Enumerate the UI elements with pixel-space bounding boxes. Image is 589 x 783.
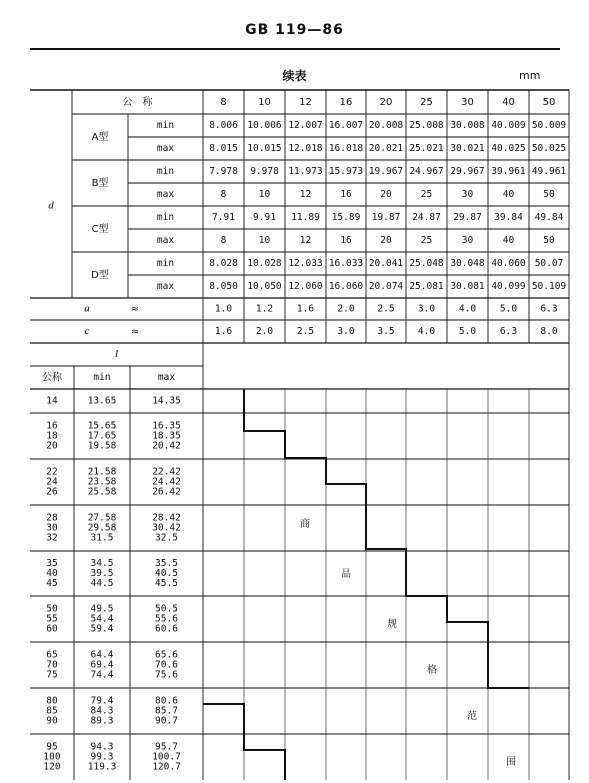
l-min: 27.58 <box>87 512 117 524</box>
min-cell: 24.87 <box>412 212 441 223</box>
l-header-cell: max <box>157 372 176 383</box>
l-nominal: 32 <box>46 532 58 544</box>
max-cell: 16 <box>340 235 352 246</box>
min-label: min <box>156 166 175 177</box>
l-nominal: 22 <box>46 466 58 478</box>
min-cell: 40.060 <box>491 258 526 269</box>
min-cell: 30.048 <box>450 258 485 269</box>
max-cell: 8 <box>220 235 227 246</box>
l-min: 119.3 <box>87 761 117 773</box>
min-cell: 49.84 <box>534 212 564 223</box>
min-cell: 12.033 <box>288 258 323 269</box>
a-row-cell: 2.5 <box>377 303 395 315</box>
l-min: 84.3 <box>90 705 114 717</box>
l-min: 74.4 <box>90 669 114 681</box>
max-cell: 12.018 <box>288 143 323 154</box>
l-min: 99.3 <box>90 751 114 763</box>
l-nominal: 30 <box>46 522 58 534</box>
max-cell: 16 <box>340 189 352 200</box>
l-max: 95.7 <box>155 741 178 753</box>
max-label: max <box>156 281 175 292</box>
range-mark: 商 <box>300 519 310 530</box>
l-symbol: l <box>114 348 119 361</box>
l-min: 15.65 <box>87 420 117 432</box>
min-cell: 11.89 <box>291 212 320 223</box>
max-cell: 25 <box>420 235 433 246</box>
max-cell: 8 <box>220 189 227 200</box>
l-max: 18.35 <box>152 430 181 442</box>
l-nominal: 28 <box>46 512 58 524</box>
a-row-cell: 1.2 <box>255 303 274 315</box>
l-max: 30.42 <box>152 522 181 534</box>
max-cell: 25 <box>420 189 433 200</box>
max-cell: 8.050 <box>209 281 238 292</box>
c-row-label: c <box>84 325 90 338</box>
l-nominal: 85 <box>46 705 58 717</box>
l-min: 19.58 <box>87 440 117 452</box>
type-label: A型 <box>91 132 109 143</box>
min-cell: 19.87 <box>371 212 401 223</box>
max-cell: 10.015 <box>247 143 282 154</box>
max-cell: 50 <box>543 235 555 246</box>
min-cell: 10.028 <box>247 258 282 269</box>
size-header: 10 <box>258 97 271 108</box>
d-symbol: d <box>48 199 54 212</box>
max-label: max <box>156 235 175 246</box>
l-min: 23.58 <box>87 476 117 488</box>
l-max: 24.42 <box>152 476 181 488</box>
max-cell: 30 <box>461 235 474 246</box>
l-max: 40.5 <box>155 568 178 579</box>
l-max: 70.6 <box>155 659 178 671</box>
size-header: 12 <box>299 97 312 108</box>
size-header: 20 <box>379 97 393 108</box>
l-nominal: 90 <box>46 715 58 727</box>
max-cell: 40 <box>502 235 515 246</box>
l-min: 79.4 <box>90 695 114 707</box>
max-cell: 30 <box>461 189 474 200</box>
l-nominal: 40 <box>46 568 58 579</box>
l-min: 94.3 <box>90 741 114 753</box>
continued-label: 续表 <box>282 69 307 83</box>
l-max: 55.6 <box>155 613 178 625</box>
max-cell: 40.025 <box>491 143 526 154</box>
max-cell: 16.018 <box>328 143 364 154</box>
l-max: 60.6 <box>155 623 178 635</box>
l-header-cell: 公称 <box>42 372 62 384</box>
size-header: 25 <box>420 97 433 108</box>
l-min: 34.5 <box>90 558 114 569</box>
c-row-cell: 3.5 <box>377 326 395 337</box>
l-max: 50.5 <box>155 603 178 615</box>
l-max: 20.42 <box>152 440 181 452</box>
max-cell: 30.021 <box>450 143 485 154</box>
min-cell: 25.008 <box>409 120 444 131</box>
l-nominal: 24 <box>46 476 58 488</box>
l-nominal: 55 <box>46 613 58 625</box>
l-nominal: 35 <box>46 558 58 569</box>
l-max: 80.6 <box>155 695 178 707</box>
max-cell: 10 <box>258 235 271 246</box>
min-cell: 29.87 <box>453 212 482 223</box>
max-cell: 16.060 <box>328 281 364 292</box>
min-cell: 39.961 <box>491 166 526 177</box>
min-cell: 39.84 <box>494 212 523 223</box>
a-row-cell: 3.0 <box>417 303 436 315</box>
c-row-cell: 2.5 <box>296 326 315 337</box>
min-label: min <box>156 212 175 223</box>
l-min: 44.5 <box>90 578 114 589</box>
min-cell: 10.006 <box>247 120 282 131</box>
min-label: min <box>156 120 175 131</box>
min-cell: 50.07 <box>534 258 564 269</box>
min-cell: 15.89 <box>331 212 361 223</box>
min-cell: 16.007 <box>328 120 364 131</box>
min-cell: 11.973 <box>288 166 323 177</box>
range-mark: 围 <box>506 757 516 768</box>
standard-code: GB 119—86 <box>245 22 344 38</box>
l-max: 26.42 <box>152 486 181 498</box>
max-label: max <box>156 189 175 200</box>
min-cell: 29.967 <box>450 166 485 177</box>
l-nominal: 60 <box>46 623 58 635</box>
l-header-cell: min <box>93 372 111 383</box>
a-row-cell: 1.6 <box>296 303 315 315</box>
nominal-header: 公 称 <box>122 97 153 108</box>
max-cell: 40.099 <box>491 281 526 292</box>
a-row-cell: 1.0 <box>214 303 233 315</box>
a-row-cell: 4.0 <box>458 303 477 315</box>
l-nominal: 14 <box>46 395 58 407</box>
a-row-approx: ≈ <box>130 304 140 315</box>
min-cell: 20.008 <box>368 120 404 131</box>
l-min: 25.58 <box>87 486 117 498</box>
type-label: C型 <box>91 224 109 235</box>
l-min: 21.58 <box>87 466 117 478</box>
c-row-cell: 5.0 <box>458 326 477 337</box>
c-row-cell: 3.0 <box>337 326 355 337</box>
l-min: 64.4 <box>90 649 114 661</box>
l-max: 90.7 <box>155 715 178 727</box>
range-mark: 范 <box>467 711 477 722</box>
l-max: 22.42 <box>152 466 181 478</box>
l-min: 39.5 <box>90 568 114 579</box>
l-min: 17.65 <box>87 430 117 442</box>
c-row-cell: 2.0 <box>255 326 274 337</box>
max-cell: 20.021 <box>368 143 404 154</box>
l-nominal: 120 <box>43 761 61 773</box>
max-cell: 8.015 <box>209 143 238 154</box>
type-label: D型 <box>91 270 109 281</box>
min-cell: 50.009 <box>531 120 567 131</box>
max-label: max <box>156 143 175 154</box>
l-max: 75.6 <box>155 669 178 681</box>
l-nominal: 26 <box>46 486 58 498</box>
l-min: 13.65 <box>87 395 117 407</box>
min-cell: 20.041 <box>368 258 404 269</box>
max-cell: 50 <box>543 189 555 200</box>
size-header: 30 <box>461 97 474 108</box>
min-cell: 16.033 <box>328 258 364 269</box>
range-mark: 品 <box>341 569 351 580</box>
l-nominal: 95 <box>46 741 58 753</box>
range-mark: 格 <box>427 665 437 676</box>
l-max: 85.7 <box>155 705 178 717</box>
min-cell: 8.006 <box>209 120 238 131</box>
c-row-cell: 1.6 <box>214 326 233 337</box>
type-label: B型 <box>91 178 109 189</box>
max-cell: 30.081 <box>450 281 485 292</box>
a-row-cell: 5.0 <box>499 303 518 315</box>
l-min: 49.5 <box>90 603 114 615</box>
min-cell: 9.978 <box>250 166 279 177</box>
max-cell: 25.021 <box>409 143 444 154</box>
l-max: 65.6 <box>155 649 178 661</box>
size-header: 8 <box>220 97 227 108</box>
min-cell: 12.007 <box>288 120 323 131</box>
l-max: 100.7 <box>152 751 181 763</box>
l-max: 45.5 <box>155 578 178 589</box>
max-cell: 12.060 <box>288 281 323 292</box>
min-label: min <box>156 258 175 269</box>
l-nominal: 18 <box>46 430 58 442</box>
size-header: 50 <box>542 97 556 108</box>
l-nominal: 45 <box>46 578 58 589</box>
c-row-cell: 4.0 <box>417 326 436 337</box>
l-max: 14.35 <box>152 395 181 407</box>
max-cell: 20.074 <box>368 281 404 292</box>
c-row-approx: ≈ <box>130 326 140 338</box>
l-max: 28.42 <box>152 512 181 524</box>
l-max: 120.7 <box>152 761 181 773</box>
min-cell: 7.91 <box>212 212 235 223</box>
l-nominal: 50 <box>46 603 58 615</box>
max-cell: 12 <box>299 235 312 246</box>
max-cell: 10 <box>258 189 271 200</box>
a-row-label: a <box>84 302 90 315</box>
l-nominal: 65 <box>46 649 58 661</box>
max-cell: 25.081 <box>409 281 444 292</box>
min-cell: 19.967 <box>368 166 404 177</box>
size-header: 40 <box>502 97 515 108</box>
max-cell: 50.025 <box>531 143 567 154</box>
l-min: 59.4 <box>90 623 114 635</box>
l-nominal: 100 <box>43 751 61 763</box>
min-cell: 15.973 <box>328 166 364 177</box>
upper-range-boundary <box>244 389 529 688</box>
min-cell: 24.967 <box>409 166 444 177</box>
l-nominal: 75 <box>46 669 58 681</box>
l-min: 89.3 <box>90 715 114 727</box>
max-cell: 20 <box>380 189 392 200</box>
size-header: 16 <box>339 97 353 108</box>
min-cell: 40.009 <box>491 120 526 131</box>
l-min: 69.4 <box>90 659 114 671</box>
l-nominal: 70 <box>46 659 58 671</box>
l-min: 54.4 <box>90 613 114 625</box>
unit-label: mm <box>519 69 541 82</box>
l-min: 29.58 <box>87 522 117 534</box>
range-mark: 规 <box>387 619 397 630</box>
min-cell: 49.961 <box>531 166 567 177</box>
l-max: 35.5 <box>155 558 178 569</box>
c-row-cell: 6.3 <box>499 326 518 337</box>
l-max: 16.35 <box>152 420 181 432</box>
min-cell: 9.91 <box>253 212 276 223</box>
max-cell: 40 <box>502 189 515 200</box>
max-cell: 20 <box>380 235 392 246</box>
min-cell: 8.028 <box>209 258 238 269</box>
min-cell: 7.978 <box>209 166 238 177</box>
a-row-cell: 6.3 <box>540 303 558 315</box>
l-nominal: 16 <box>46 420 58 432</box>
l-nominal: 20 <box>46 440 58 452</box>
max-cell: 50.109 <box>531 281 567 292</box>
c-row-cell: 8.0 <box>540 326 558 337</box>
a-row-cell: 2.0 <box>337 303 355 315</box>
l-nominal: 80 <box>46 695 58 707</box>
l-min: 31.5 <box>90 532 114 544</box>
min-cell: 25.048 <box>409 258 444 269</box>
max-cell: 10.050 <box>247 281 282 292</box>
max-cell: 12 <box>299 189 312 200</box>
l-max: 32.5 <box>155 532 178 544</box>
min-cell: 30.008 <box>450 120 485 131</box>
